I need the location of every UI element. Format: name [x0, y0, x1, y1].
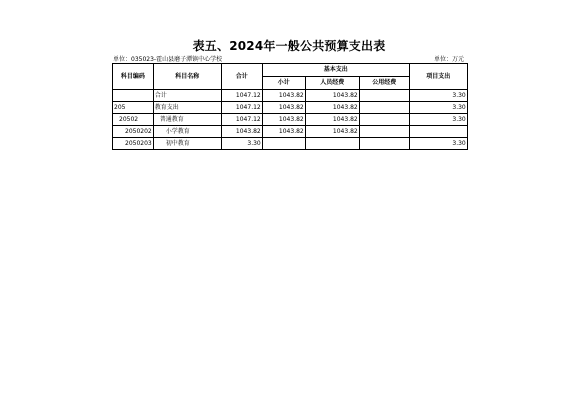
cell-name: 教育支出 — [153, 102, 221, 114]
cell-personnel: 1043.82 — [305, 102, 359, 114]
cell-code: 2050203 — [113, 138, 154, 150]
cell-name: 小学教育 — [153, 126, 221, 138]
cell-personnel: 1043.82 — [305, 126, 359, 138]
table-row — [113, 102, 468, 114]
header-basic: 基本支出 — [262, 64, 409, 77]
cell-project: 3.30 — [409, 138, 467, 150]
cell-public — [359, 114, 409, 126]
cell-code — [113, 90, 154, 102]
cell-subtotal: 1043.82 — [262, 126, 305, 138]
cell-subtotal: 1043.82 — [262, 114, 305, 126]
table-row — [113, 138, 468, 150]
cell-total: 1043.82 — [221, 126, 262, 138]
cell-public — [359, 102, 409, 114]
header-code: 科目编码 — [113, 64, 154, 90]
currency-unit-label: 单位：万元 — [433, 56, 464, 63]
cell-project — [409, 126, 467, 138]
cell-project: 3.30 — [409, 102, 467, 114]
cell-public — [359, 90, 409, 102]
table-row — [113, 90, 468, 102]
cell-code: 2050202 — [113, 126, 154, 138]
cell-code: 20502 — [113, 114, 154, 126]
cell-personnel: 1043.82 — [305, 90, 359, 102]
cell-total: 1047.12 — [221, 102, 262, 114]
cell-total: 1047.12 — [221, 114, 262, 126]
unit-label: 单位：035023-霍山县磨子潭镇中心学校 — [113, 56, 223, 63]
header-row-1 — [113, 64, 468, 77]
page-title: 表五、2024年一般公共预算支出表 — [192, 39, 386, 53]
cell-name: 初中教育 — [153, 138, 221, 150]
cell-personnel: 1043.82 — [305, 114, 359, 126]
cell-public — [359, 138, 409, 150]
cell-personnel — [305, 138, 359, 150]
table-row — [113, 126, 468, 138]
cell-public — [359, 126, 409, 138]
cell-name: 合计 — [153, 90, 221, 102]
header-personnel: 人员经费 — [305, 77, 359, 90]
cell-code: 205 — [113, 102, 154, 114]
header-public: 公用经费 — [359, 77, 409, 90]
header-name: 科目名称 — [153, 64, 221, 90]
cell-total: 1047.12 — [221, 90, 262, 102]
cell-project: 3.30 — [409, 90, 467, 102]
cell-total: 3.30 — [221, 138, 262, 150]
budget-table — [112, 63, 468, 150]
header-project: 项目支出 — [409, 64, 467, 90]
cell-subtotal: 1043.82 — [262, 102, 305, 114]
header-total: 合计 — [221, 64, 262, 90]
cell-subtotal — [262, 138, 305, 150]
table-row — [113, 114, 468, 126]
cell-project: 3.30 — [409, 114, 467, 126]
header-subtotal: 小计 — [262, 77, 305, 90]
cell-subtotal: 1043.82 — [262, 90, 305, 102]
cell-name: 普通教育 — [153, 114, 221, 126]
